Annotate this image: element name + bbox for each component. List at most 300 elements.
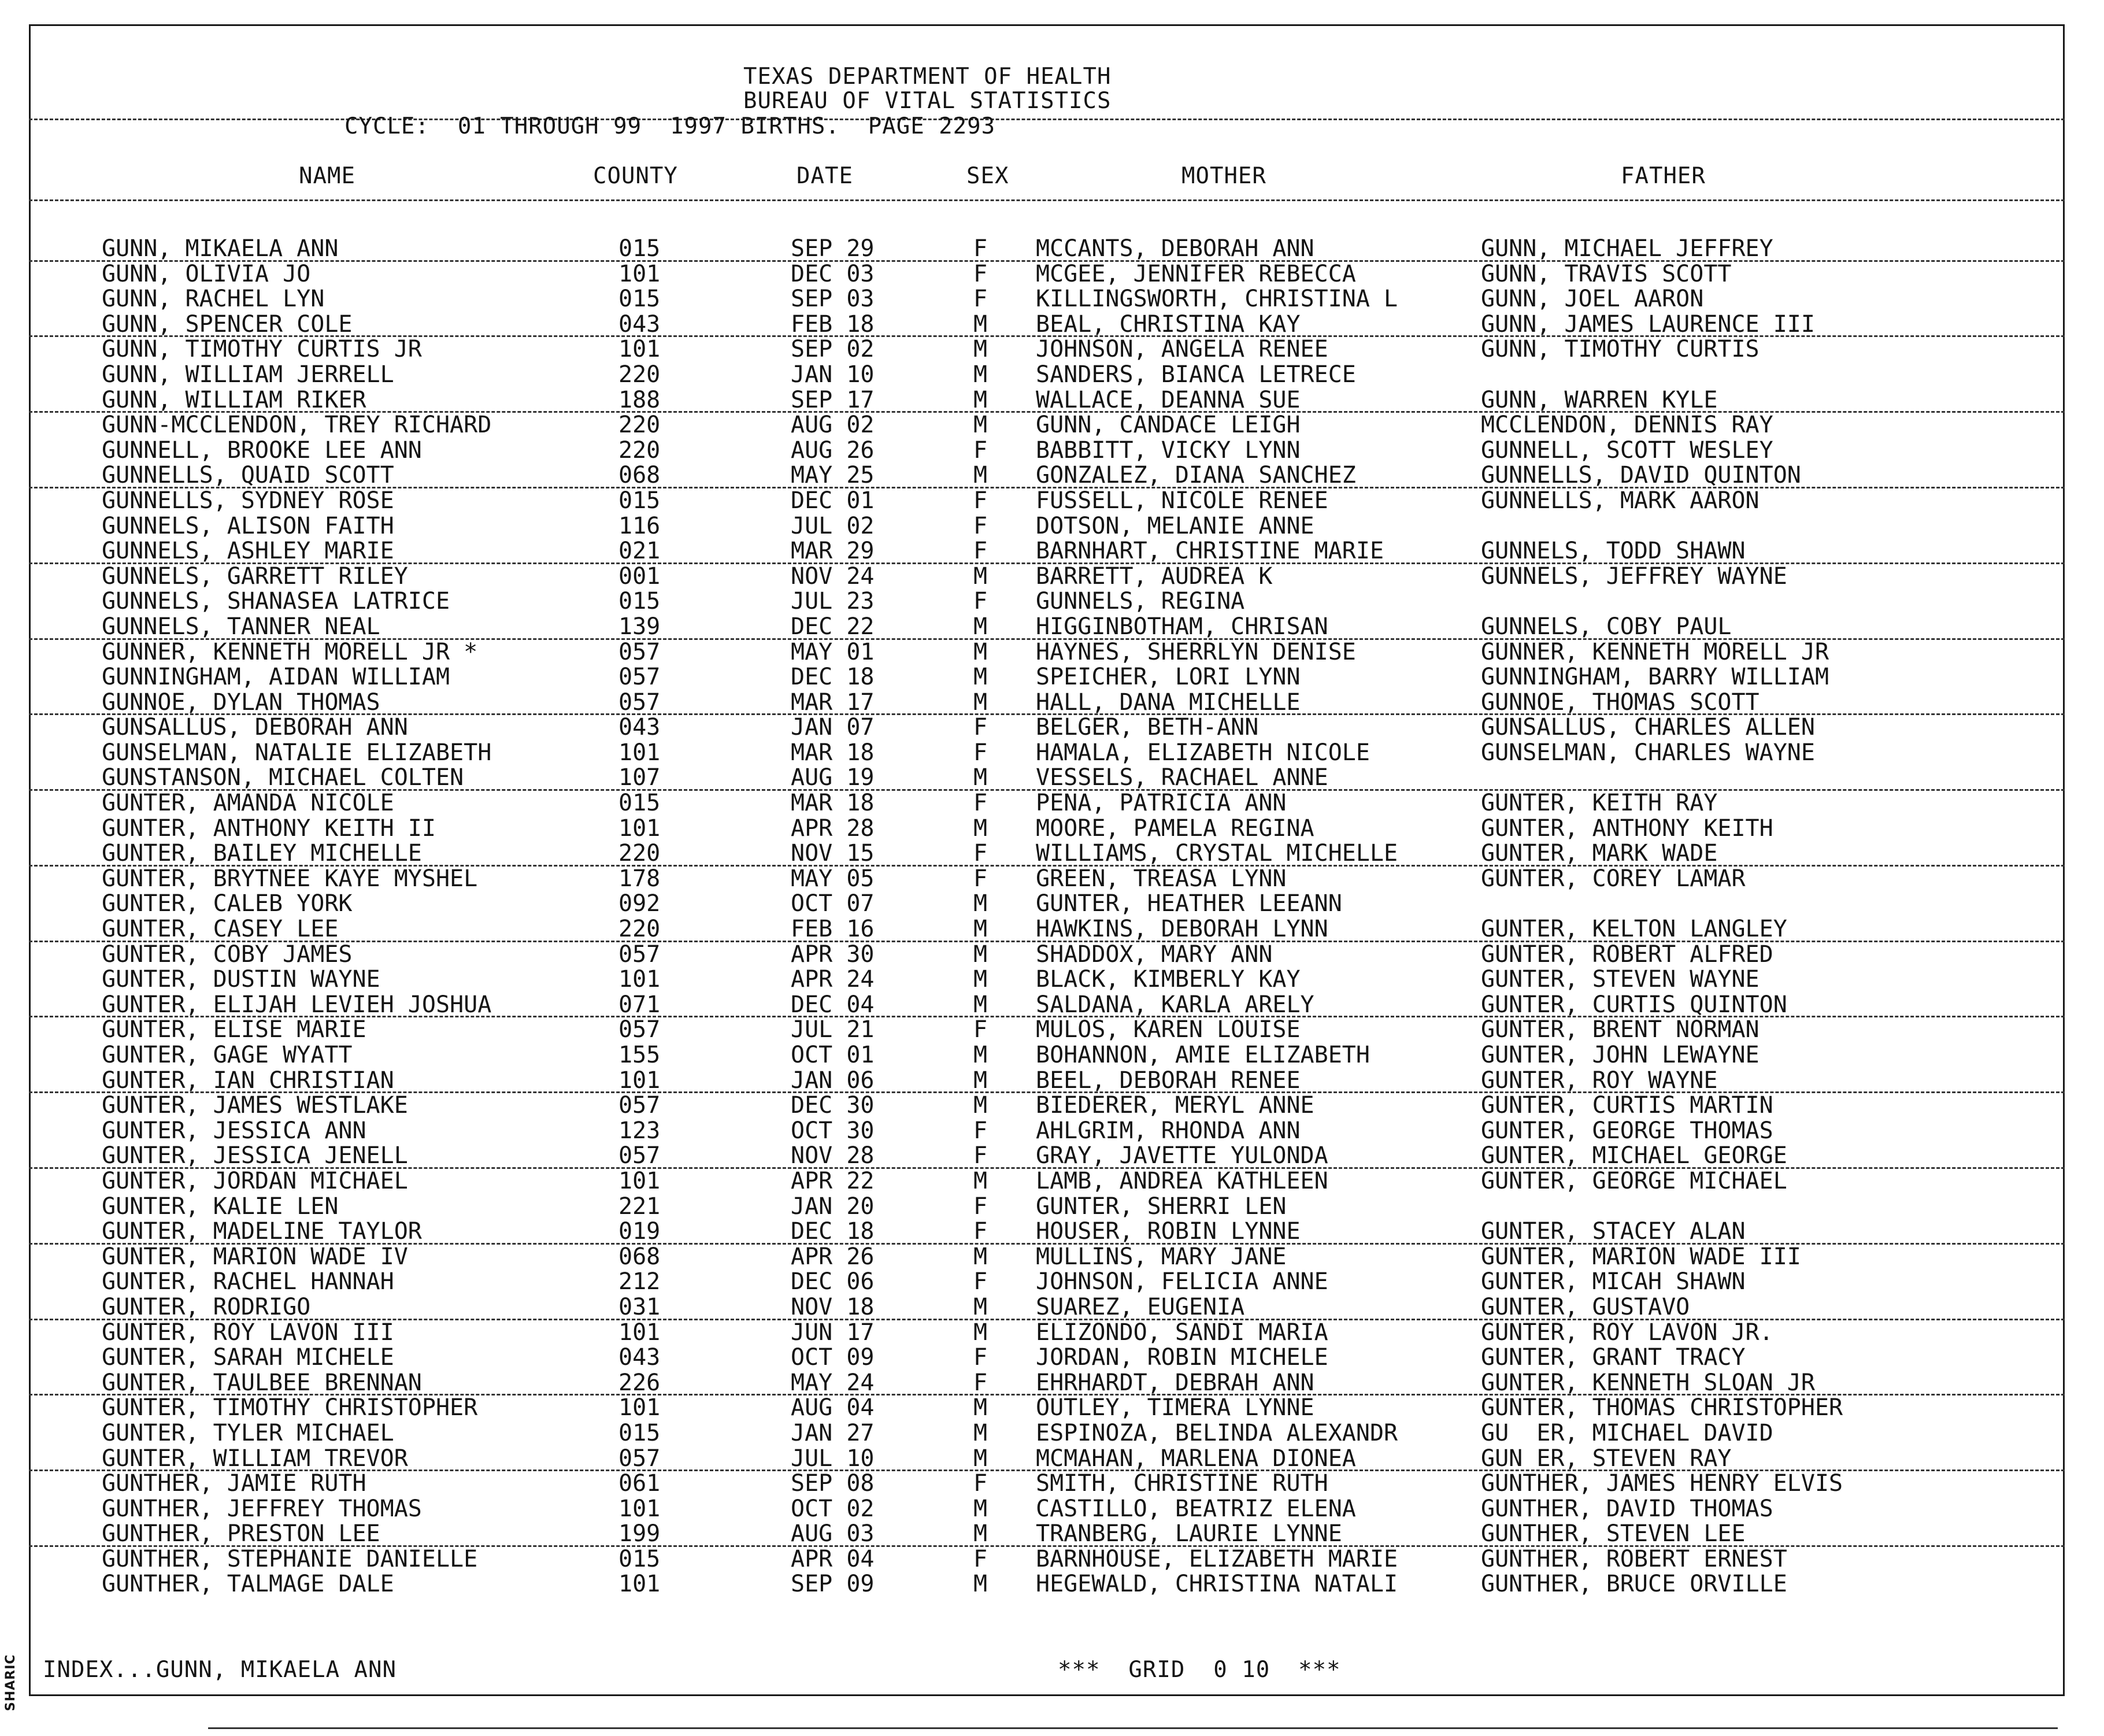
- cell-sex: M: [973, 562, 988, 590]
- cell-sex: F: [973, 840, 988, 867]
- cell-name: GUNTER, ROY LAVON III: [102, 1319, 394, 1346]
- table-row: [29, 1421, 2065, 1446]
- cell-sex: F: [973, 865, 988, 892]
- cell-date: JUL 21: [791, 1016, 875, 1043]
- cell-sex: F: [973, 1016, 988, 1043]
- cell-father: GUNTER, BRENT NORMAN: [1481, 1016, 1759, 1043]
- cell-name: GUNTHER, JAMIE RUTH: [102, 1470, 366, 1497]
- cell-name: GUNSTANSON, MICHAEL COLTEN: [102, 764, 464, 791]
- cell-name: GUNTER, TYLER MICHAEL: [102, 1419, 394, 1446]
- table-row: [29, 640, 2065, 665]
- cell-sex: M: [973, 1319, 988, 1346]
- table-row: [29, 1068, 2065, 1094]
- cell-name: GUNTER, TIMOTHY CHRISTOPHER: [102, 1394, 478, 1422]
- table-row: [29, 665, 2065, 690]
- col-header-date: DATE: [797, 163, 853, 189]
- table-row: [29, 615, 2065, 640]
- cell-name: GUNN, WILLIAM RIKER: [102, 386, 366, 413]
- cell-county: 015: [618, 487, 661, 514]
- cell-county: 188: [618, 386, 661, 413]
- cell-mother: MULLINS, MARY JANE: [1036, 1243, 1287, 1270]
- cell-name: GUNTER, TAULBEE BRENNAN: [102, 1369, 422, 1396]
- cell-sex: F: [973, 487, 988, 514]
- cell-sex: F: [973, 538, 988, 565]
- cell-name: GUNTER, GAGE WYATT: [102, 1042, 353, 1068]
- cell-sex: M: [973, 1495, 988, 1522]
- table-row: [29, 715, 2065, 741]
- table-row: [29, 463, 2065, 488]
- cell-county: 101: [618, 1394, 661, 1422]
- cell-date: MAY 01: [791, 638, 875, 665]
- cell-date: FEB 16: [791, 916, 875, 943]
- cell-mother: SHADDOX, MARY ANN: [1036, 941, 1273, 968]
- table-row: [29, 337, 2065, 362]
- cell-mother: MOORE, PAMELA REGINA: [1036, 815, 1314, 842]
- table-row: [29, 1572, 2065, 1597]
- cell-name: GUNTHER, STEPHANIE DANIELLE: [102, 1545, 478, 1572]
- cell-date: OCT 07: [791, 890, 875, 917]
- cell-mother: GREEN, TREASA LYNN: [1036, 865, 1287, 892]
- cell-mother: HEGEWALD, CHRISTINA NATALI: [1036, 1571, 1398, 1598]
- cell-father: MCCLENDON, DENNIS RAY: [1481, 412, 1773, 439]
- cell-county: 101: [618, 739, 661, 766]
- cell-father: GUNTER, JOHN LEWAYNE: [1481, 1042, 1759, 1068]
- cell-father: GUNTER, GRANT TRACY: [1481, 1344, 1746, 1371]
- cell-county: 057: [618, 1445, 661, 1472]
- cell-mother: HALL, DANA MICHELLE: [1036, 689, 1301, 716]
- agency-title: TEXAS DEPARTMENT OF HEALTH: [743, 64, 1112, 90]
- cell-date: NOV 24: [791, 562, 875, 590]
- cell-name: GUNTHER, JEFFREY THOMAS: [102, 1495, 422, 1522]
- cell-sex: M: [973, 966, 988, 993]
- cell-county: 101: [618, 336, 661, 363]
- cell-date: DEC 04: [791, 991, 875, 1018]
- cell-date: DEC 18: [791, 1218, 875, 1245]
- cell-sex: F: [973, 1268, 988, 1295]
- cell-county: 220: [618, 840, 661, 867]
- cell-sex: M: [973, 638, 988, 665]
- cell-father: GUNTHER, ROBERT ERNEST: [1481, 1545, 1787, 1572]
- table-row: [29, 1219, 2065, 1245]
- cell-mother: HAMALA, ELIZABETH NICOLE: [1036, 739, 1370, 766]
- table-row: [29, 1119, 2065, 1144]
- cell-mother: SUAREZ, EUGENIA: [1036, 1293, 1245, 1320]
- cell-date: OCT 30: [791, 1117, 875, 1144]
- cell-father: GUNTER, GEORGE THOMAS: [1481, 1117, 1773, 1144]
- table-row: [29, 1320, 2065, 1346]
- cell-name: GUNN, WILLIAM JERRELL: [102, 361, 394, 388]
- cell-name: GUNTHER, PRESTON LEE: [102, 1520, 380, 1548]
- table-row: [29, 236, 2065, 262]
- cell-mother: GONZALEZ, DIANA SANCHEZ: [1036, 462, 1356, 489]
- table-row: [29, 262, 2065, 287]
- cell-sex: M: [973, 916, 988, 943]
- cell-sex: F: [973, 1218, 988, 1245]
- cell-sex: M: [973, 1571, 988, 1598]
- cell-county: 057: [618, 689, 661, 716]
- cell-name: GUNTER, SARAH MICHELE: [102, 1344, 394, 1371]
- cell-county: 101: [618, 1067, 661, 1094]
- cell-mother: MULOS, KAREN LOUISE: [1036, 1016, 1301, 1043]
- cell-name: GUNNELS, SHANASEA LATRICE: [102, 588, 450, 615]
- cell-mother: BARNHART, CHRISTINE MARIE: [1036, 538, 1384, 565]
- cell-county: 101: [618, 1167, 661, 1194]
- cell-date: SEP 09: [791, 1571, 875, 1598]
- cell-date: APR 04: [791, 1545, 875, 1572]
- cell-county: 116: [618, 512, 661, 539]
- table-row: [29, 1143, 2065, 1169]
- cell-county: 057: [618, 1142, 661, 1169]
- cell-name: GUNTER, WILLIAM TREVOR: [102, 1445, 408, 1472]
- cell-sex: M: [973, 1167, 988, 1194]
- cell-father: GUNTER, ANTHONY KEITH: [1481, 815, 1773, 842]
- table-row: [29, 690, 2065, 716]
- cell-date: OCT 09: [791, 1344, 875, 1371]
- table-row: [29, 1093, 2065, 1119]
- cell-date: NOV 15: [791, 840, 875, 867]
- cell-sex: F: [973, 235, 988, 262]
- cell-father: GUNTHER, BRUCE ORVILLE: [1481, 1571, 1787, 1598]
- col-header-sex: SEX: [966, 163, 1009, 189]
- cell-county: 068: [618, 1243, 661, 1270]
- cell-name: GUNN, TIMOTHY CURTIS JR: [102, 336, 422, 363]
- cell-date: DEC 22: [791, 613, 875, 640]
- cell-father: GUNNELLS, MARK AARON: [1481, 487, 1759, 514]
- cell-name: GUNTER, COBY JAMES: [102, 941, 353, 968]
- cell-father: GUNTER, STEVEN WAYNE: [1481, 966, 1759, 993]
- cell-county: 015: [618, 235, 661, 262]
- cell-mother: FUSSELL, NICOLE RENEE: [1036, 487, 1328, 514]
- cell-name: GUNN, MIKAELA ANN: [102, 235, 339, 262]
- cell-mother: BOHANNON, AMIE ELIZABETH: [1036, 1042, 1370, 1068]
- cell-county: 139: [618, 613, 661, 640]
- cell-date: OCT 01: [791, 1042, 875, 1068]
- cell-father: GUNNOE, THOMAS SCOTT: [1481, 689, 1759, 716]
- cell-name: GUNTER, JAMES WESTLAKE: [102, 1092, 408, 1119]
- cell-date: SEP 17: [791, 386, 875, 413]
- cell-father: GUNTER, KELTON LANGLEY: [1481, 916, 1787, 943]
- cell-sex: M: [973, 1520, 988, 1548]
- table-row: [29, 564, 2065, 590]
- cell-mother: HAYNES, SHERRLYN DENISE: [1036, 638, 1356, 665]
- cell-father: GUNTER, STACEY ALAN: [1481, 1218, 1746, 1245]
- table-row: [29, 1547, 2065, 1572]
- cell-county: 019: [618, 1218, 661, 1245]
- cell-father: GUNN, JAMES LAURENCE III: [1481, 310, 1815, 338]
- cell-date: JUL 02: [791, 512, 875, 539]
- table-row: [29, 791, 2065, 816]
- cell-county: 107: [618, 764, 661, 791]
- cell-mother: GUNTER, SHERRI LEN: [1036, 1193, 1287, 1220]
- cell-sex: F: [973, 1470, 988, 1497]
- cell-sex: F: [973, 1193, 988, 1220]
- table-row: [29, 841, 2065, 867]
- cell-father: GUN ER, STEVEN RAY: [1481, 1445, 1732, 1472]
- cell-county: 057: [618, 1016, 661, 1043]
- records-table: [29, 236, 2065, 1597]
- cell-date: JUL 10: [791, 1445, 875, 1472]
- cell-county: 155: [618, 1042, 661, 1068]
- cell-mother: MCGEE, JENNIFER REBECCA: [1036, 260, 1356, 287]
- cell-sex: F: [973, 588, 988, 615]
- cell-name: GUNTER, JESSICA JENELL: [102, 1142, 408, 1169]
- cell-father: GUNTER, KENNETH SLOAN JR: [1481, 1369, 1815, 1396]
- table-row: [29, 1043, 2065, 1068]
- cell-sex: M: [973, 386, 988, 413]
- cell-sex: F: [973, 1117, 988, 1144]
- bottom-divider: [208, 1727, 2058, 1729]
- cell-sex: F: [973, 1545, 988, 1572]
- cell-father: GUNTHER, JAMES HENRY ELVIS: [1481, 1470, 1843, 1497]
- cell-name: GUNTER, RODRIGO: [102, 1293, 311, 1320]
- table-row: [29, 891, 2065, 917]
- cell-mother: SANDERS, BIANCA LETRECE: [1036, 361, 1356, 388]
- cell-county: 015: [618, 790, 661, 817]
- cell-date: MAR 17: [791, 689, 875, 716]
- cell-sex: F: [973, 714, 988, 741]
- cell-mother: ELIZONDO, SANDI MARIA: [1036, 1319, 1328, 1346]
- cell-sex: F: [973, 286, 988, 313]
- cell-mother: JOHNSON, FELICIA ANNE: [1036, 1268, 1328, 1295]
- cell-mother: ESPINOZA, BELINDA ALEXANDR: [1036, 1419, 1398, 1446]
- cell-name: GUNTER, CASEY LEE: [102, 916, 339, 943]
- cell-name: GUNNOE, DYLAN THOMAS: [102, 689, 380, 716]
- cell-sex: M: [973, 1394, 988, 1422]
- cell-date: MAY 05: [791, 865, 875, 892]
- cell-mother: GRAY, JAVETTE YULONDA: [1036, 1142, 1328, 1169]
- cell-name: GUNNER, KENNETH MORELL JR *: [102, 638, 478, 665]
- cell-date: MAR 18: [791, 739, 875, 766]
- cell-date: JUN 17: [791, 1319, 875, 1346]
- cell-sex: F: [973, 1142, 988, 1169]
- cell-name: GUNNELS, ALISON FAITH: [102, 512, 394, 539]
- cell-date: JAN 07: [791, 714, 875, 741]
- cell-county: 001: [618, 562, 661, 590]
- cell-sex: M: [973, 941, 988, 968]
- cell-county: 043: [618, 1344, 661, 1371]
- cell-mother: TRANBERG, LAURIE LYNNE: [1036, 1520, 1342, 1548]
- cell-name: GUNNELS, GARRETT RILEY: [102, 562, 408, 590]
- cell-county: 015: [618, 286, 661, 313]
- cell-date: SEP 29: [791, 235, 875, 262]
- table-row: [29, 1396, 2065, 1421]
- cell-mother: WILLIAMS, CRYSTAL MICHELLE: [1036, 840, 1398, 867]
- cell-father: GUNNER, KENNETH MORELL JR: [1481, 638, 1829, 665]
- cell-name: GUNTER, JORDAN MICHAEL: [102, 1167, 408, 1194]
- cell-mother: HAWKINS, DEBORAH LYNN: [1036, 916, 1328, 943]
- grid-line: *** GRID 0 10 ***: [1058, 1657, 1341, 1683]
- cell-mother: DOTSON, MELANIE ANNE: [1036, 512, 1314, 539]
- cell-name: GUNTER, ELIJAH LEVIEH JOSHUA: [102, 991, 492, 1018]
- cell-county: 068: [618, 462, 661, 489]
- cell-date: MAY 24: [791, 1369, 875, 1396]
- cell-father: GUNTHER, DAVID THOMAS: [1481, 1495, 1773, 1522]
- bureau-title: BUREAU OF VITAL STATISTICS: [743, 88, 1112, 114]
- cell-name: GUNTER, JESSICA ANN: [102, 1117, 366, 1144]
- cell-date: JAN 10: [791, 361, 875, 388]
- cell-father: GUNN, JOEL AARON: [1481, 286, 1704, 313]
- cell-father: GUNTER, GUSTAVO: [1481, 1293, 1690, 1320]
- cell-father: GUNNELS, JEFFREY WAYNE: [1481, 562, 1787, 590]
- cell-date: DEC 18: [791, 664, 875, 691]
- cell-name: GUNTER, IAN CHRISTIAN: [102, 1067, 394, 1094]
- cell-sex: M: [973, 1445, 988, 1472]
- cell-father: GUNN, WARREN KYLE: [1481, 386, 1718, 413]
- cell-date: MAY 25: [791, 462, 875, 489]
- table-row: [29, 1345, 2065, 1371]
- cell-county: 220: [618, 436, 661, 464]
- cell-mother: BABBITT, VICKY LYNN: [1036, 436, 1301, 464]
- cell-sex: M: [973, 1092, 988, 1119]
- table-row: [29, 917, 2065, 942]
- cell-name: GUNTER, MADELINE TAYLOR: [102, 1218, 422, 1245]
- cell-sex: M: [973, 1042, 988, 1068]
- table-row: [29, 1497, 2065, 1522]
- table-row: [29, 287, 2065, 312]
- cell-sex: F: [973, 1344, 988, 1371]
- cell-father: GUNN, TRAVIS SCOTT: [1481, 260, 1732, 287]
- cell-mother: SALDANA, KARLA ARELY: [1036, 991, 1314, 1018]
- cell-father: GUNTER, KEITH RAY: [1481, 790, 1718, 817]
- cell-county: 123: [618, 1117, 661, 1144]
- cell-sex: M: [973, 764, 988, 791]
- cell-mother: GUNTER, HEATHER LEEANN: [1036, 890, 1342, 917]
- cell-mother: BEEL, DEBORAH RENEE: [1036, 1067, 1301, 1094]
- cell-sex: M: [973, 1243, 988, 1270]
- cell-county: 220: [618, 916, 661, 943]
- cell-date: MAR 29: [791, 538, 875, 565]
- cell-date: APR 22: [791, 1167, 875, 1194]
- cell-sex: M: [973, 336, 988, 363]
- cell-mother: OUTLEY, TIMERA LYNNE: [1036, 1394, 1314, 1422]
- cell-county: 031: [618, 1293, 661, 1320]
- table-row: [29, 413, 2065, 438]
- cell-mother: JOHNSON, ANGELA RENEE: [1036, 336, 1328, 363]
- table-row: [29, 1194, 2065, 1220]
- header-rule-bottom: [29, 199, 2065, 201]
- cell-date: APR 26: [791, 1243, 875, 1270]
- cell-name: GUNNELS, ASHLEY MARIE: [102, 538, 394, 565]
- table-row: [29, 765, 2065, 791]
- cell-name: GUNN, OLIVIA JO: [102, 260, 311, 287]
- cell-mother: BEAL, CHRISTINA KAY: [1036, 310, 1301, 338]
- cell-sex: M: [973, 991, 988, 1018]
- cell-father: GUNNINGHAM, BARRY WILLIAM: [1481, 664, 1829, 691]
- cell-date: AUG 26: [791, 436, 875, 464]
- cell-county: 178: [618, 865, 661, 892]
- cell-county: 061: [618, 1470, 661, 1497]
- cell-county: 015: [618, 1419, 661, 1446]
- cell-county: 021: [618, 538, 661, 565]
- table-row: [29, 816, 2065, 842]
- cell-sex: M: [973, 412, 988, 439]
- cell-name: GUNNELL, BROOKE LEE ANN: [102, 436, 422, 464]
- cell-county: 220: [618, 361, 661, 388]
- cell-mother: BARRETT, AUDREA K: [1036, 562, 1273, 590]
- cell-name: GUNN, RACHEL LYN: [102, 286, 325, 313]
- cell-father: GUNTER, CURTIS QUINTON: [1481, 991, 1787, 1018]
- cell-county: 101: [618, 1571, 661, 1598]
- table-row: [29, 312, 2065, 338]
- cell-mother: VESSELS, RACHAEL ANNE: [1036, 764, 1328, 791]
- cell-father: GUNNELS, TODD SHAWN: [1481, 538, 1746, 565]
- cell-mother: WALLACE, DEANNA SUE: [1036, 386, 1301, 413]
- cell-sex: F: [973, 790, 988, 817]
- col-header-county: COUNTY: [593, 163, 678, 189]
- cell-mother: JORDAN, ROBIN MICHELE: [1036, 1344, 1328, 1371]
- cell-father: GUNSELMAN, CHARLES WAYNE: [1481, 739, 1815, 766]
- cell-date: NOV 18: [791, 1293, 875, 1320]
- index-line: INDEX...GUNN, MIKAELA ANN: [43, 1657, 397, 1683]
- cell-date: APR 24: [791, 966, 875, 993]
- cell-date: DEC 06: [791, 1268, 875, 1295]
- col-header-mother: MOTHER: [1181, 163, 1266, 189]
- cell-date: DEC 03: [791, 260, 875, 287]
- cell-father: GUNTER, MICHAEL GEORGE: [1481, 1142, 1787, 1169]
- cell-mother: SMITH, CHRISTINE RUTH: [1036, 1470, 1328, 1497]
- cell-county: 071: [618, 991, 661, 1018]
- cell-mother: CASTILLO, BEATRIZ ELENA: [1036, 1495, 1356, 1522]
- cell-date: NOV 28: [791, 1142, 875, 1169]
- cell-date: APR 28: [791, 815, 875, 842]
- cell-father: GUNTER, MICAH SHAWN: [1481, 1268, 1746, 1295]
- cell-sex: M: [973, 815, 988, 842]
- cell-county: 092: [618, 890, 661, 917]
- cell-name: GUNN-MCCLENDON, TREY RICHARD: [102, 412, 492, 439]
- cell-mother: SPEICHER, LORI LYNN: [1036, 664, 1301, 691]
- cell-father: GUNTER, MARION WADE III: [1481, 1243, 1801, 1270]
- cell-father: GUNN, MICHAEL JEFFREY: [1481, 235, 1773, 262]
- cell-county: 226: [618, 1369, 661, 1396]
- cell-name: GUNTER, KALIE LEN: [102, 1193, 339, 1220]
- cell-sex: F: [973, 1369, 988, 1396]
- cell-sex: F: [973, 512, 988, 539]
- cell-mother: KILLINGSWORTH, CHRISTINA L: [1036, 286, 1398, 313]
- cell-father: GUNTER, ROY WAYNE: [1481, 1067, 1718, 1094]
- cycle-line: CYCLE: 01 THROUGH 99 1997 BIRTHS. PAGE 2293: [345, 113, 996, 139]
- cell-county: 212: [618, 1268, 661, 1295]
- cell-name: GUNNELLS, QUAID SCOTT: [102, 462, 394, 489]
- cell-mother: BLACK, KIMBERLY KAY: [1036, 966, 1301, 993]
- table-row: [29, 1471, 2065, 1497]
- cell-father: GUNTER, GEORGE MICHAEL: [1481, 1167, 1787, 1194]
- cell-date: SEP 03: [791, 286, 875, 313]
- cell-name: GUNNINGHAM, AIDAN WILLIAM: [102, 664, 450, 691]
- cell-father: GUNTER, CURTIS MARTIN: [1481, 1092, 1773, 1119]
- cell-date: OCT 02: [791, 1495, 875, 1522]
- cell-name: GUNN, SPENCER COLE: [102, 310, 353, 338]
- cell-county: 057: [618, 638, 661, 665]
- cell-name: GUNTER, MARION WADE IV: [102, 1243, 408, 1270]
- cell-name: GUNSELMAN, NATALIE ELIZABETH: [102, 739, 492, 766]
- header-rule-top: [29, 119, 2065, 120]
- cell-sex: M: [973, 890, 988, 917]
- cell-name: GUNTER, CALEB YORK: [102, 890, 353, 917]
- cell-name: GUNTER, ELISE MARIE: [102, 1016, 366, 1043]
- cell-sex: F: [973, 739, 988, 766]
- table-row: [29, 1169, 2065, 1194]
- cell-name: GUNTER, AMANDA NICOLE: [102, 790, 394, 817]
- cell-date: MAR 18: [791, 790, 875, 817]
- cell-mother: HIGGINBOTHAM, CHRISAN: [1036, 613, 1328, 640]
- cell-county: 199: [618, 1520, 661, 1548]
- cell-name: GUNNELS, TANNER NEAL: [102, 613, 380, 640]
- cell-county: 101: [618, 1495, 661, 1522]
- col-header-name: NAME: [299, 163, 355, 189]
- cell-name: GUNTHER, TALMAGE DALE: [102, 1571, 394, 1598]
- cell-date: JAN 20: [791, 1193, 875, 1220]
- cell-sex: F: [973, 260, 988, 287]
